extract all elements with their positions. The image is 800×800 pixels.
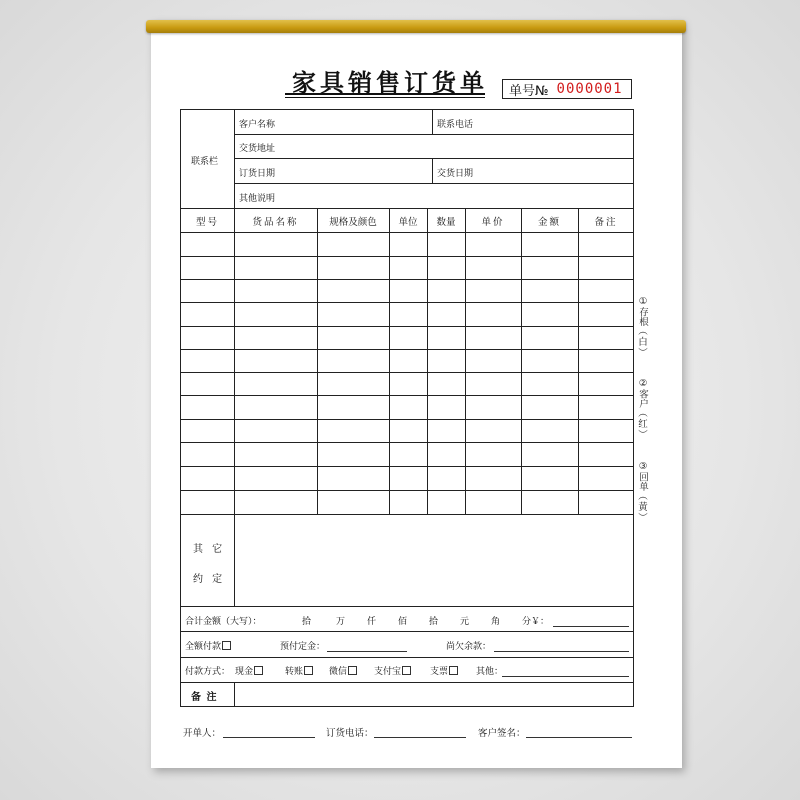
serial-number: 0000001 — [556, 81, 623, 97]
grid-line — [234, 110, 235, 208]
column-header: 货品名称 — [252, 217, 299, 228]
balance-due-label: 尚欠余款： — [446, 642, 492, 652]
unit-shi: 拾 — [302, 617, 312, 627]
order-phone-line[interactable] — [374, 737, 466, 738]
grid-line — [181, 279, 634, 280]
grid-line — [181, 302, 634, 303]
grid-line — [181, 490, 634, 491]
method-cheque-checkbox[interactable]: 支票 — [430, 664, 458, 677]
grid-line — [432, 158, 433, 183]
delivery-date-field[interactable]: 交货日期 — [437, 169, 474, 179]
grid-line — [427, 208, 428, 514]
unit-shi-2: 拾 — [429, 617, 439, 627]
grid-line — [181, 657, 634, 658]
balance-due-line[interactable] — [494, 651, 629, 652]
grid-line — [181, 442, 634, 443]
order-date-field[interactable]: 订货日期 — [239, 169, 276, 179]
other-notes-field[interactable]: 其他说明 — [239, 194, 276, 204]
grid-line — [181, 514, 634, 515]
remarks-label: 备 注 — [191, 692, 218, 703]
grid-line — [181, 208, 634, 209]
method-other-label: 其他： — [476, 667, 504, 677]
form-title: 家具销售订货单 — [292, 68, 488, 97]
grid-line — [181, 326, 634, 327]
other-terms-label-1: 其 它 — [193, 544, 226, 555]
column-header: 型号 — [195, 217, 219, 228]
method-other-line[interactable] — [502, 676, 629, 677]
serial-number-box — [502, 79, 632, 99]
issuer-label: 开单人： — [183, 728, 222, 739]
deposit-line[interactable] — [327, 651, 407, 652]
unit-yuan: 元 — [460, 617, 470, 627]
column-header: 规格及颜色 — [329, 217, 377, 228]
phone-field[interactable]: 联系电话 — [437, 120, 474, 130]
customer-signature-line[interactable] — [526, 737, 632, 738]
grid-line — [234, 208, 235, 514]
serial-label: 单号№ — [509, 83, 549, 99]
unit-jiao: 角 — [491, 617, 501, 627]
issuer-line[interactable] — [223, 737, 315, 738]
grid-line — [234, 183, 634, 184]
contact-section-label: 联系栏 — [191, 157, 219, 167]
unit-bai: 佰 — [398, 617, 408, 627]
column-header: 单价 — [481, 217, 505, 228]
form-table — [180, 109, 634, 707]
grid-line — [181, 349, 634, 350]
customer-signature-label: 客户签名： — [478, 728, 526, 739]
grid-line — [389, 208, 390, 514]
delivery-address-field[interactable]: 交货地址 — [239, 144, 276, 154]
customer-name-field[interactable]: 客户名称 — [239, 120, 276, 130]
method-alipay-checkbox[interactable]: 支付宝 — [374, 664, 411, 677]
payment-method-label: 付款方式： — [185, 667, 231, 677]
grid-line — [181, 256, 634, 257]
total-label: 合计金额（大写）： — [185, 617, 262, 627]
order-phone-label: 订货电话： — [326, 728, 374, 739]
column-header: 单位 — [398, 217, 418, 228]
other-terms-label-2: 约 定 — [193, 574, 226, 585]
column-header: 金额 — [537, 217, 561, 228]
grid-line — [432, 110, 433, 134]
copy-legend-stub: ① 存根 ︵ 白 ︶ — [637, 296, 648, 359]
method-transfer-checkbox[interactable]: 转账 — [285, 664, 313, 677]
full-payment-checkbox[interactable]: 全额付款 — [185, 639, 231, 652]
unit-qian: 仟 — [367, 617, 377, 627]
copy-legend-receipt: ③ 回单 ︵ 黄 ︶ — [637, 461, 648, 524]
grid-line — [578, 208, 579, 514]
grid-line — [181, 466, 634, 467]
title-underline — [285, 93, 485, 95]
grid-line — [181, 395, 634, 396]
grid-line — [521, 208, 522, 514]
amount-numeric-label: 分￥： — [522, 617, 550, 627]
deposit-label: 预付定金： — [280, 642, 326, 652]
grid-line — [234, 158, 634, 159]
grid-line — [181, 232, 634, 233]
grid-line — [234, 514, 235, 606]
title-underline-thin — [285, 97, 485, 98]
grid-line — [181, 631, 634, 632]
grid-line — [317, 208, 318, 514]
grid-line — [465, 208, 466, 514]
amount-numeric-line[interactable] — [553, 626, 629, 627]
grid-line — [234, 134, 634, 135]
method-cash-checkbox[interactable]: 现金 — [235, 664, 263, 677]
grid-line — [234, 682, 235, 707]
column-header: 数量 — [436, 217, 456, 228]
unit-wan: 万 — [336, 617, 346, 627]
grid-line — [181, 606, 634, 607]
grid-line — [181, 419, 634, 420]
column-header: 备注 — [594, 217, 618, 228]
pad-binding-strip — [146, 20, 686, 33]
grid-line — [181, 372, 634, 373]
method-wechat-checkbox[interactable]: 微信 — [329, 664, 357, 677]
copy-legend-customer: ② 客户 ︵ 红 ︶ — [637, 378, 648, 441]
grid-line — [181, 682, 634, 683]
